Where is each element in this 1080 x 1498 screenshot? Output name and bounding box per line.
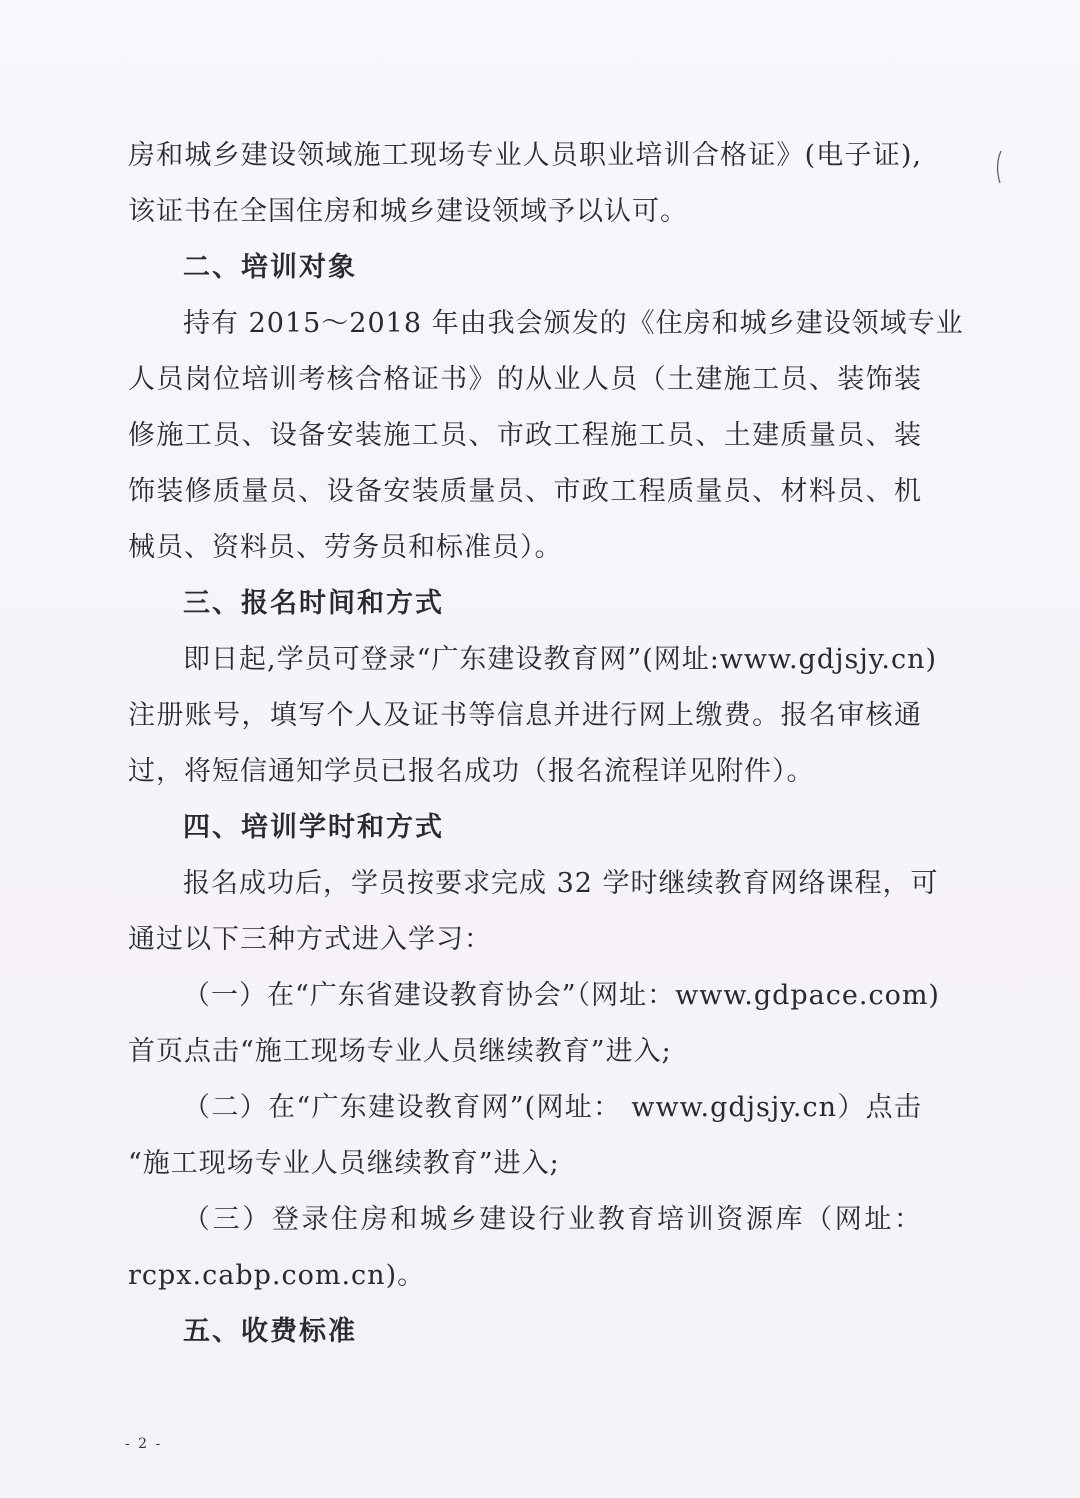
paragraph-line: 房和城乡建设领域施工现场专业人员职业培训合格证》(电子证), xyxy=(128,140,922,171)
section-heading-training-targets: 二、培训对象 xyxy=(183,252,357,283)
paragraph-line: 人员岗位培训考核合格证书》的从业人员（土建施工员、装饰装 xyxy=(128,364,922,395)
pen-mark xyxy=(994,150,1004,184)
paragraph-line: 注册账号，填写个人及证书等信息并进行网上缴费。报名审核通 xyxy=(128,700,922,731)
paragraph-line: （一）在“广东省建设教育协会”（网址：www.gdpace.com) xyxy=(183,980,940,1011)
paragraph-line: 械员、资料员、劳务员和标准员）。 xyxy=(128,532,563,563)
section-heading-registration: 三、报名时间和方式 xyxy=(183,588,444,619)
paragraph-line: 首页点击“施工现场专业人员继续教育”进入; xyxy=(128,1036,672,1067)
paragraph-line: “施工现场专业人员继续教育”进入; xyxy=(128,1148,560,1179)
paragraph-line: 即日起,学员可登录“广东建设教育网”(网址:www.gdjsjy.cn) xyxy=(183,644,937,675)
paragraph-line: rcpx.cabp.com.cn)。 xyxy=(128,1260,426,1291)
paragraph-line: 饰装修质量员、设备安装质量员、市政工程质量员、材料员、机 xyxy=(128,476,922,507)
paragraph-line: 修施工员、设备安装施工员、市政工程施工员、土建质量员、装 xyxy=(128,420,922,451)
paragraph-line: （二）在“广东建设教育网”(网址： www.gdjsjy.cn）点击 xyxy=(183,1092,922,1123)
section-heading-training-hours: 四、培训学时和方式 xyxy=(183,812,444,843)
paragraph-line: 通过以下三种方式进入学习： xyxy=(128,924,492,955)
paragraph-line: 该证书在全国住房和城乡建设领域予以认可。 xyxy=(128,196,688,227)
paragraph-line: 报名成功后，学员按要求完成 32 学时继续教育网络课程，可 xyxy=(183,868,939,899)
section-heading-fees: 五、收费标准 xyxy=(183,1316,357,1347)
paragraph-line: 过，将短信通知学员已报名成功（报名流程详见附件）。 xyxy=(128,756,815,787)
paragraph-line: （三）登录住房和城乡建设行业教育培训资源库（网址： xyxy=(183,1204,922,1235)
page-number: - 2 - xyxy=(125,1436,163,1452)
paragraph-line: 持有 2015～2018 年由我会颁发的《住房和城乡建设领域专业 xyxy=(183,308,964,339)
